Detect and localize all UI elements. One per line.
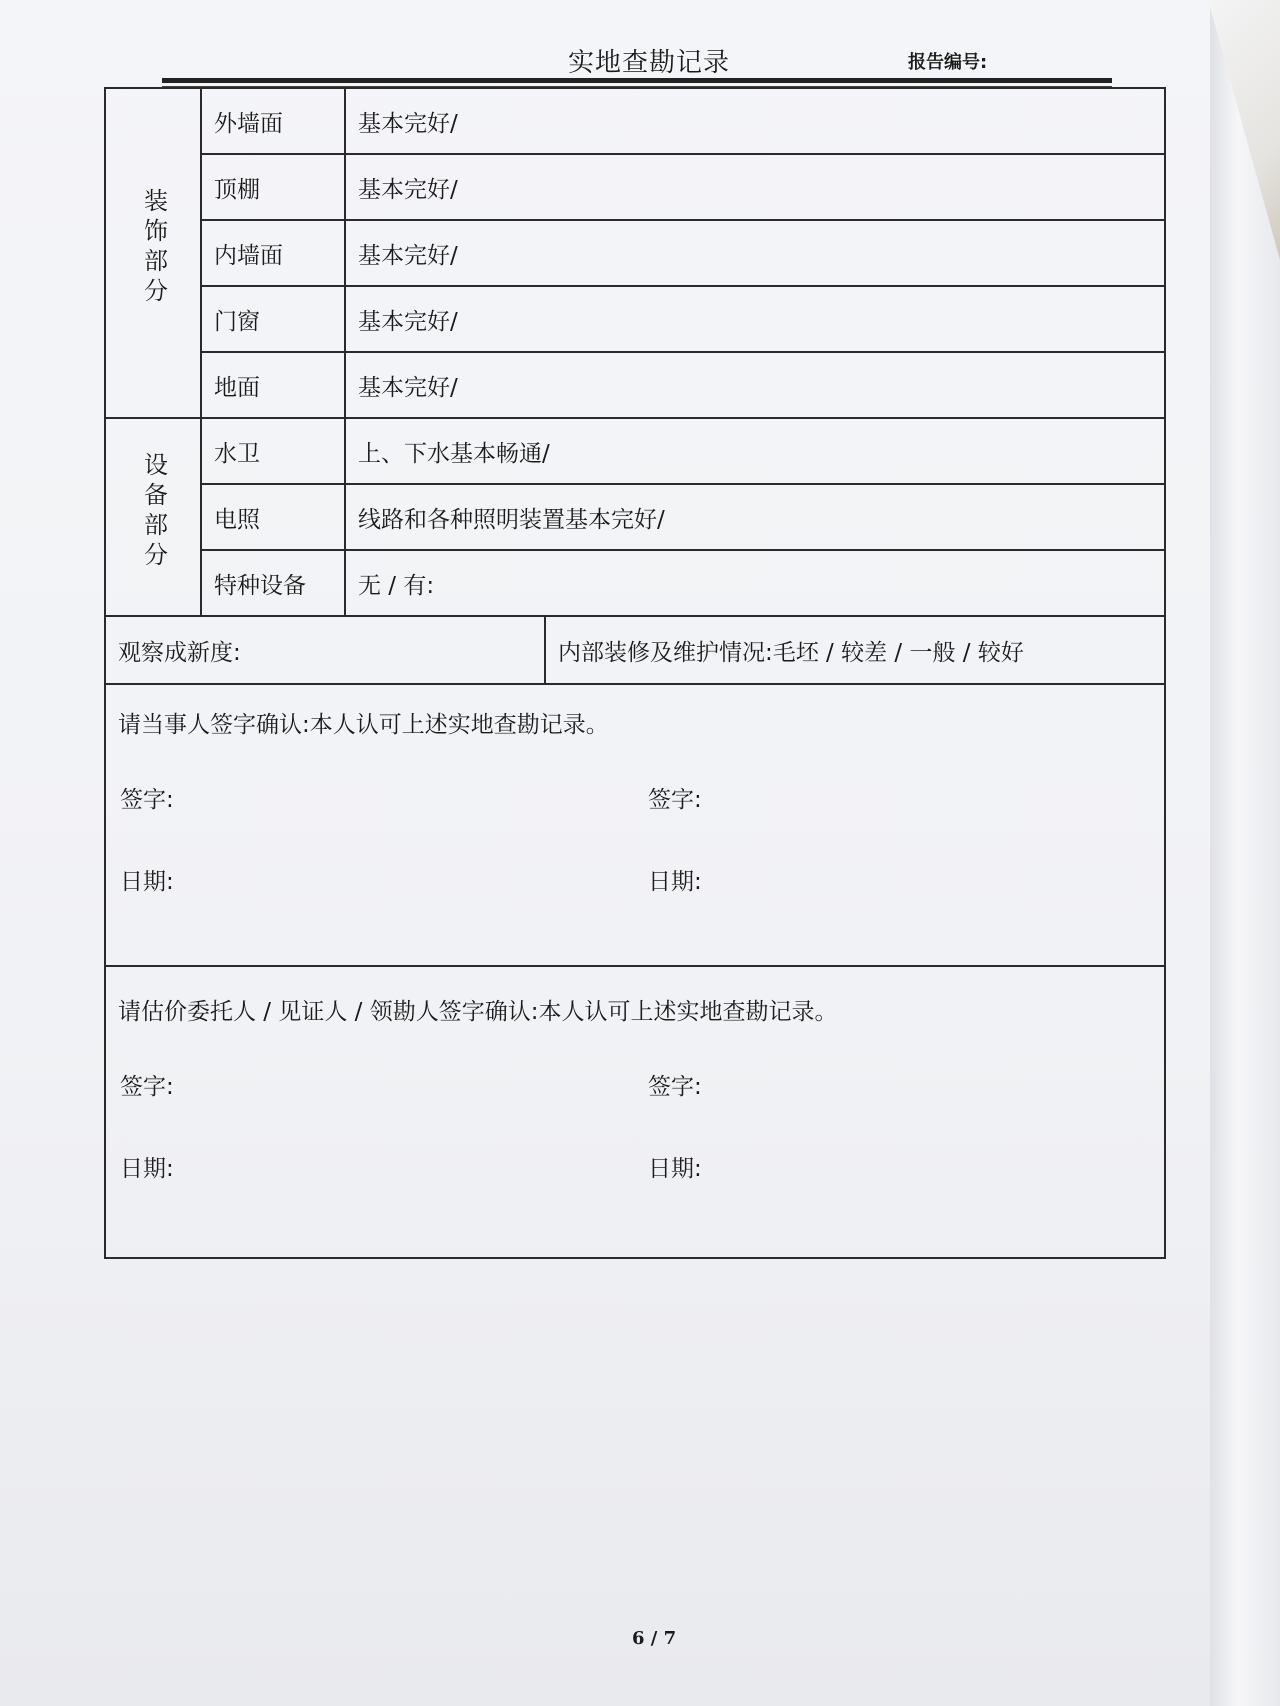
- party-confirm-title: 请当事人签字确认:本人认可上述实地查勘记录。: [118, 711, 609, 738]
- client-confirm-row: [105, 966, 1165, 1258]
- party-date-row: [118, 863, 1152, 945]
- client-confirm-cell: [105, 966, 1165, 1258]
- header-rule: [162, 78, 1112, 83]
- party-sign-left[interactable]: 签字:: [120, 786, 174, 813]
- table-row: [105, 484, 1165, 550]
- observation-row: [105, 616, 1165, 684]
- party-sign-right[interactable]: 签字:: [648, 786, 702, 813]
- inspection-record-table: [104, 87, 1166, 1259]
- equipment-section-text: 设备部分: [139, 452, 168, 572]
- item-value: 基本完好/: [345, 286, 1165, 352]
- item-name: 水卫: [201, 418, 345, 484]
- client-confirm-title: 请估价委托人 / 见证人 / 领勘人签字确认:本人认可上述实地查勘记录。: [118, 998, 838, 1025]
- party-date-left[interactable]: 日期:: [120, 868, 174, 895]
- table-row: [105, 352, 1165, 418]
- item-name: 顶棚: [201, 154, 345, 220]
- table-row: [105, 88, 1165, 154]
- page-title: 实地查勘记录: [568, 48, 731, 78]
- table-row: [105, 418, 1165, 484]
- item-name: 地面: [201, 352, 345, 418]
- client-sign-left[interactable]: 签字:: [120, 1073, 174, 1100]
- item-value: 基本完好/: [345, 88, 1165, 154]
- client-date-left[interactable]: 日期:: [120, 1155, 174, 1182]
- item-value: 基本完好/: [345, 220, 1165, 286]
- item-name: 外墙面: [201, 88, 345, 154]
- item-name: 电照: [201, 484, 345, 550]
- item-value: 无 / 有:: [345, 550, 1165, 616]
- item-value: 上、下水基本畅通/: [345, 418, 1165, 484]
- table-row: [105, 220, 1165, 286]
- table-row: [105, 154, 1165, 220]
- paper-edge-shadow: [1210, 0, 1280, 1706]
- item-name: 内墙面: [201, 220, 345, 286]
- page-number: 6 / 7: [632, 1628, 677, 1649]
- client-sign-right[interactable]: 签字:: [648, 1073, 702, 1100]
- interior-condition-field[interactable]: 内部装修及维护情况:毛坯 / 较差 / 一般 / 较好: [545, 616, 1165, 684]
- decoration-section-label: [105, 88, 201, 418]
- party-sign-row: [118, 781, 1152, 863]
- table-row: [105, 286, 1165, 352]
- item-name: 特种设备: [201, 550, 345, 616]
- decoration-section-text: 装饰部分: [139, 188, 168, 308]
- item-value: 基本完好/: [345, 352, 1165, 418]
- equipment-section-label: [105, 418, 201, 616]
- newness-field[interactable]: 观察成新度:: [105, 616, 545, 684]
- party-date-right[interactable]: 日期:: [648, 868, 702, 895]
- item-name: 门窗: [201, 286, 345, 352]
- client-date-right[interactable]: 日期:: [648, 1155, 702, 1182]
- report-number-label: 报告编号:: [908, 52, 988, 73]
- table-row: [105, 550, 1165, 616]
- client-sign-row: [118, 1068, 1152, 1150]
- item-value: 线路和各种照明装置基本完好/: [345, 484, 1165, 550]
- party-confirm-row: [105, 684, 1165, 966]
- client-date-row: [118, 1150, 1152, 1232]
- party-confirm-cell: [105, 684, 1165, 966]
- item-value: 基本完好/: [345, 154, 1165, 220]
